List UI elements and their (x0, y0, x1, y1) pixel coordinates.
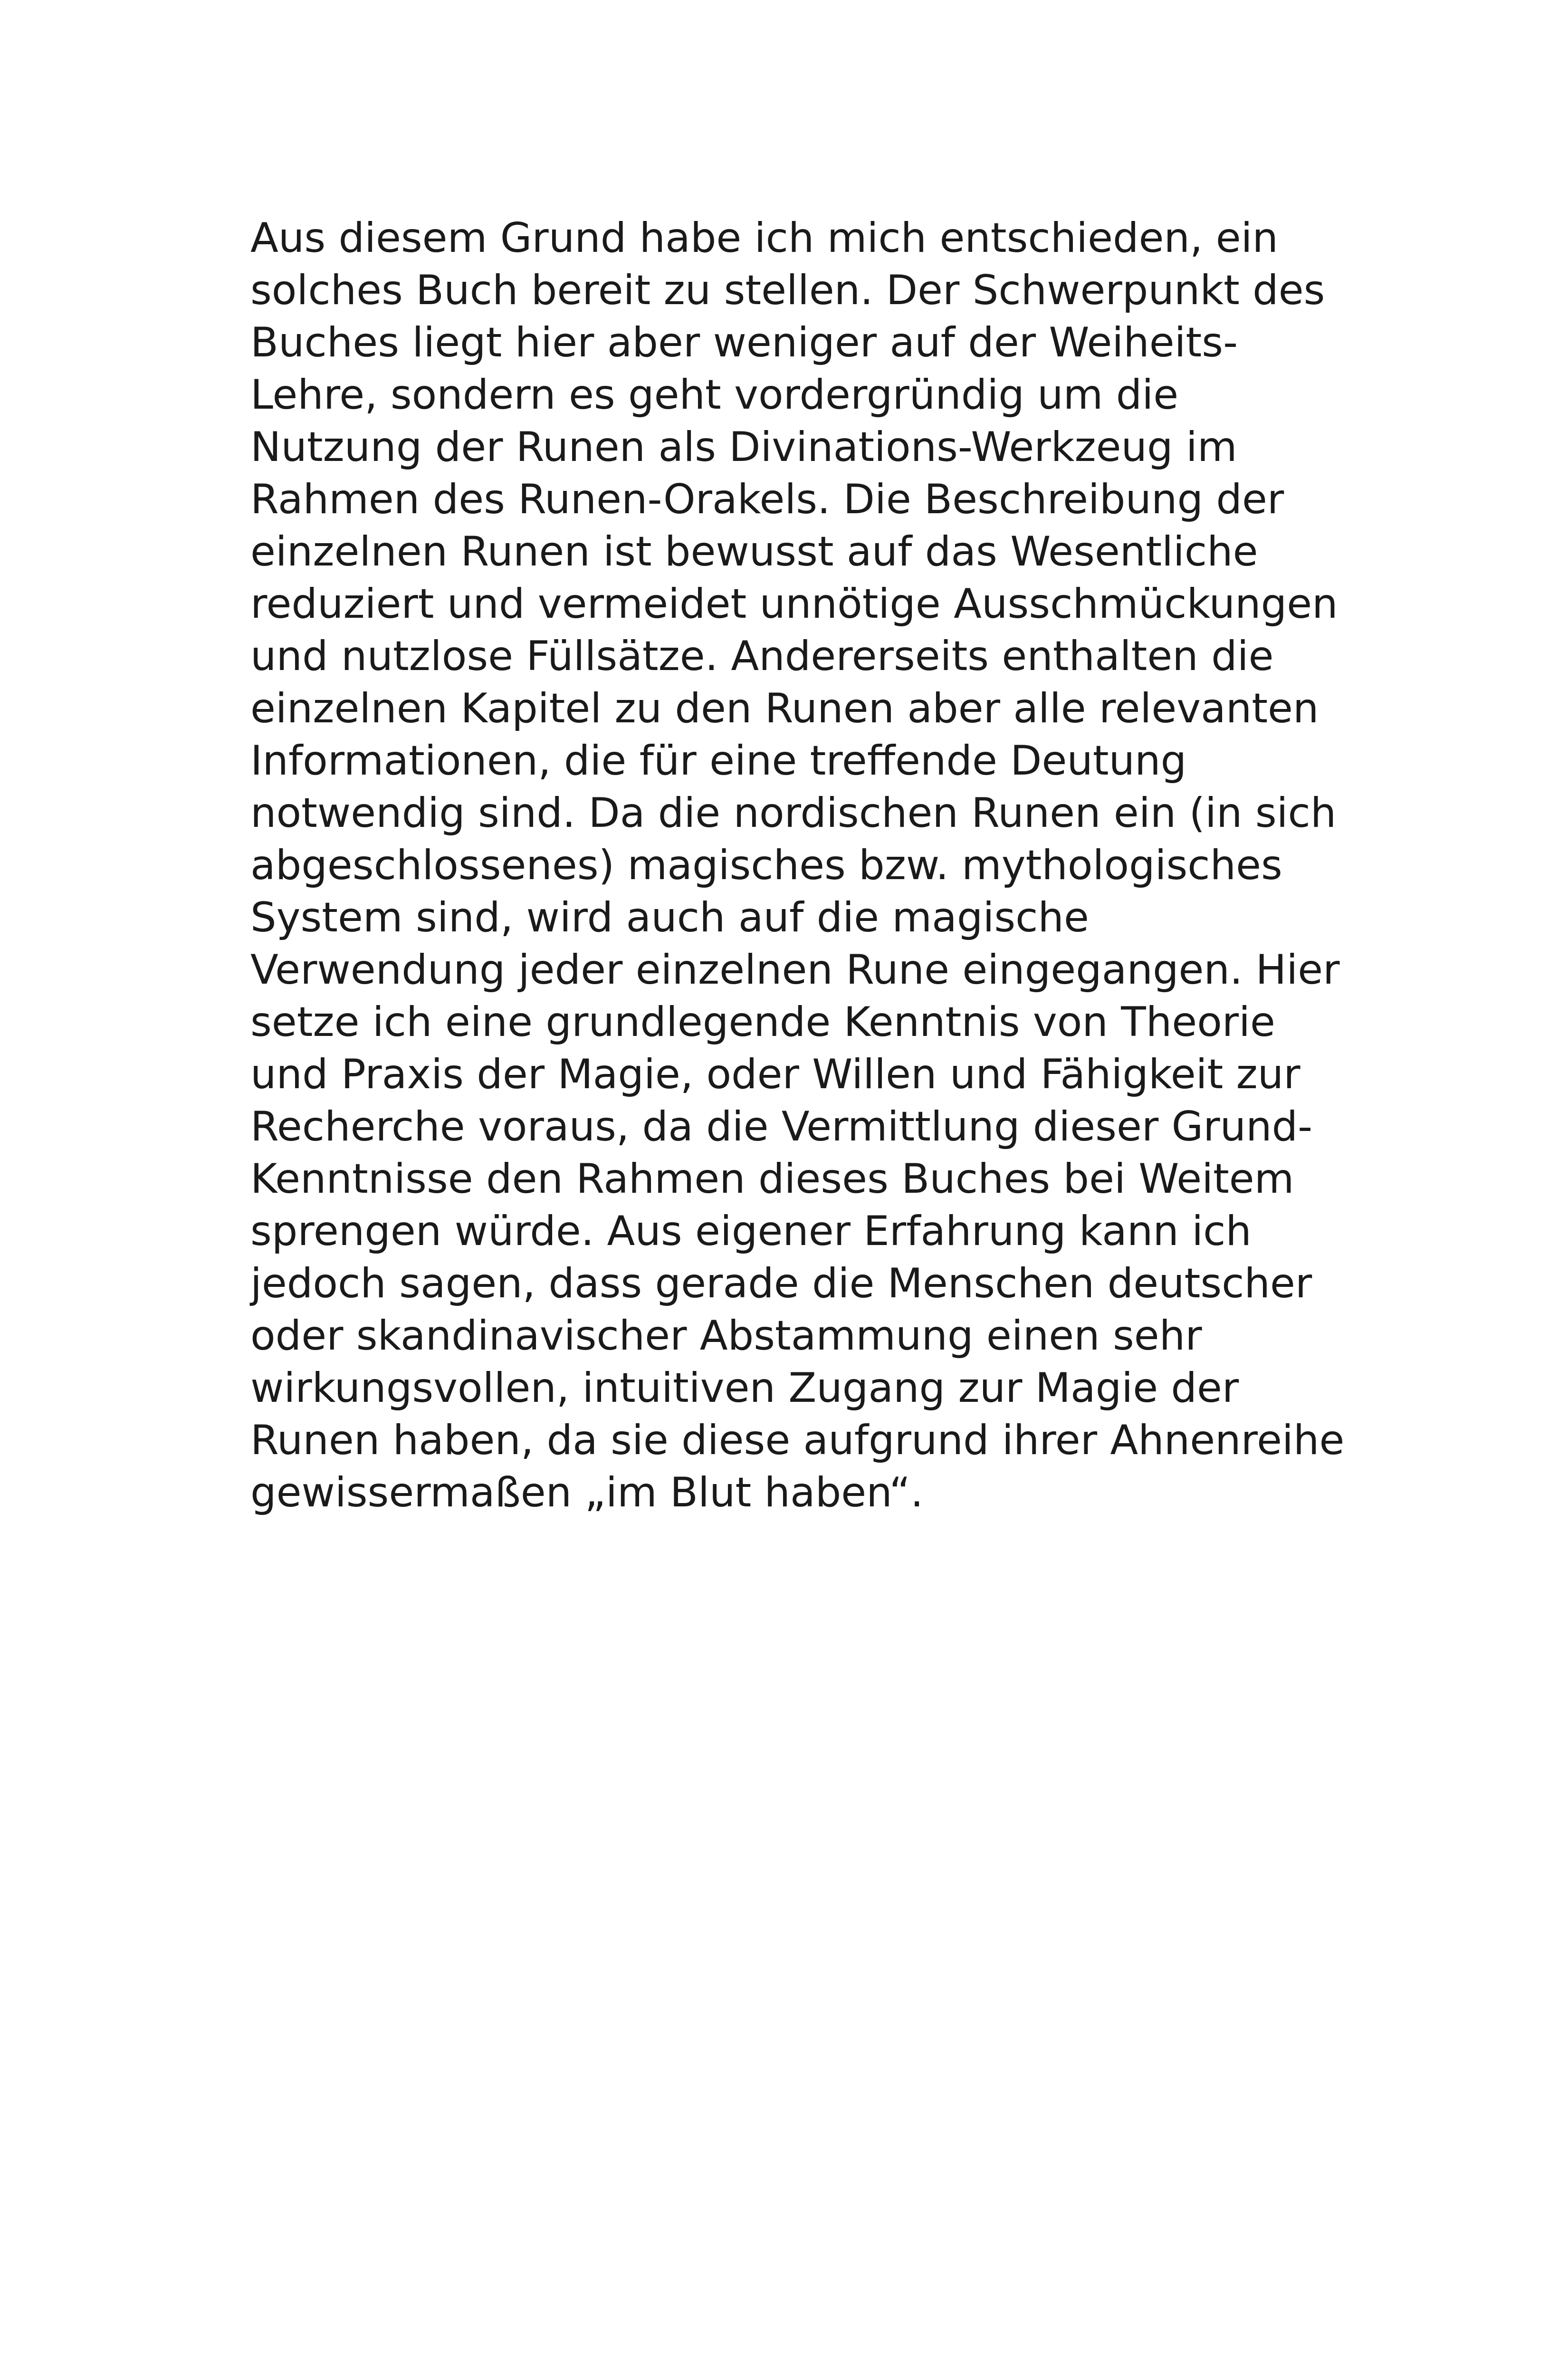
text-line: einzelnen Kapitel zu den Runen aber alle relevanten (250, 685, 1319, 732)
text-line: und nutzlose Füllsätze. Andererseits enthalten die (250, 632, 1274, 680)
text-line: System sind, wird auch auf die magische (250, 894, 1089, 941)
text-line: Runen haben, da sie diese aufgrund ihrer Ahnenreihe (250, 1417, 1345, 1464)
text-line: Kenntnisse den Rahmen dieses Buches bei Weitem (250, 1155, 1294, 1203)
text-line: und Praxis der Magie, oder Willen und Fähigkeit zur (250, 1051, 1300, 1098)
text-line: solches Buch bereit zu stellen. Der Schwerpunkt des (250, 267, 1325, 314)
text-line: Recherche voraus, da die Vermittlung dieser Grund- (250, 1103, 1313, 1150)
body-paragraph (250, 212, 1448, 1519)
text-line: reduziert und vermeidet unnötige Ausschmückungen (250, 580, 1338, 628)
text-line: Verwendung jeder einzelnen Rune eingegangen. Hier (250, 946, 1340, 994)
text-line: setze ich eine grundlegende Kenntnis von Theorie (250, 998, 1275, 1046)
text-line: notwendig sind. Da die nordischen Runen ein (in sich (250, 789, 1337, 837)
text-line: abgeschlossenes) magisches bzw. mythologisches (250, 842, 1282, 889)
text-line: gewissermaßen „im Blut haben“. (250, 1469, 924, 1516)
text-line: sprengen würde. Aus eigener Erfahrung kann ich (250, 1207, 1252, 1255)
text-line: Buches liegt hier aber weniger auf der Weiheits- (250, 319, 1238, 366)
text-line: Lehre, sondern es geht vordergründig um die (250, 371, 1179, 419)
text-line: jedoch sagen, dass gerade die Menschen deutscher (250, 1260, 1312, 1307)
text-line: Rahmen des Runen-Orakels. Die Beschreibung der (250, 476, 1284, 523)
text-line: einzelnen Runen ist bewusst auf das Wesentliche (250, 528, 1258, 575)
text-line: wirkungsvollen, intuitiven Zugang zur Magie der (250, 1364, 1239, 1412)
text-line: Nutzung der Runen als Divinations-Werkzeug im (250, 423, 1237, 471)
text-line: Informationen, die für eine treffende Deutung (250, 737, 1187, 785)
text-line: Aus diesem Grund habe ich mich entschieden, ein (250, 214, 1279, 262)
text-line: oder skandinavischer Abstammung einen sehr (250, 1312, 1202, 1360)
